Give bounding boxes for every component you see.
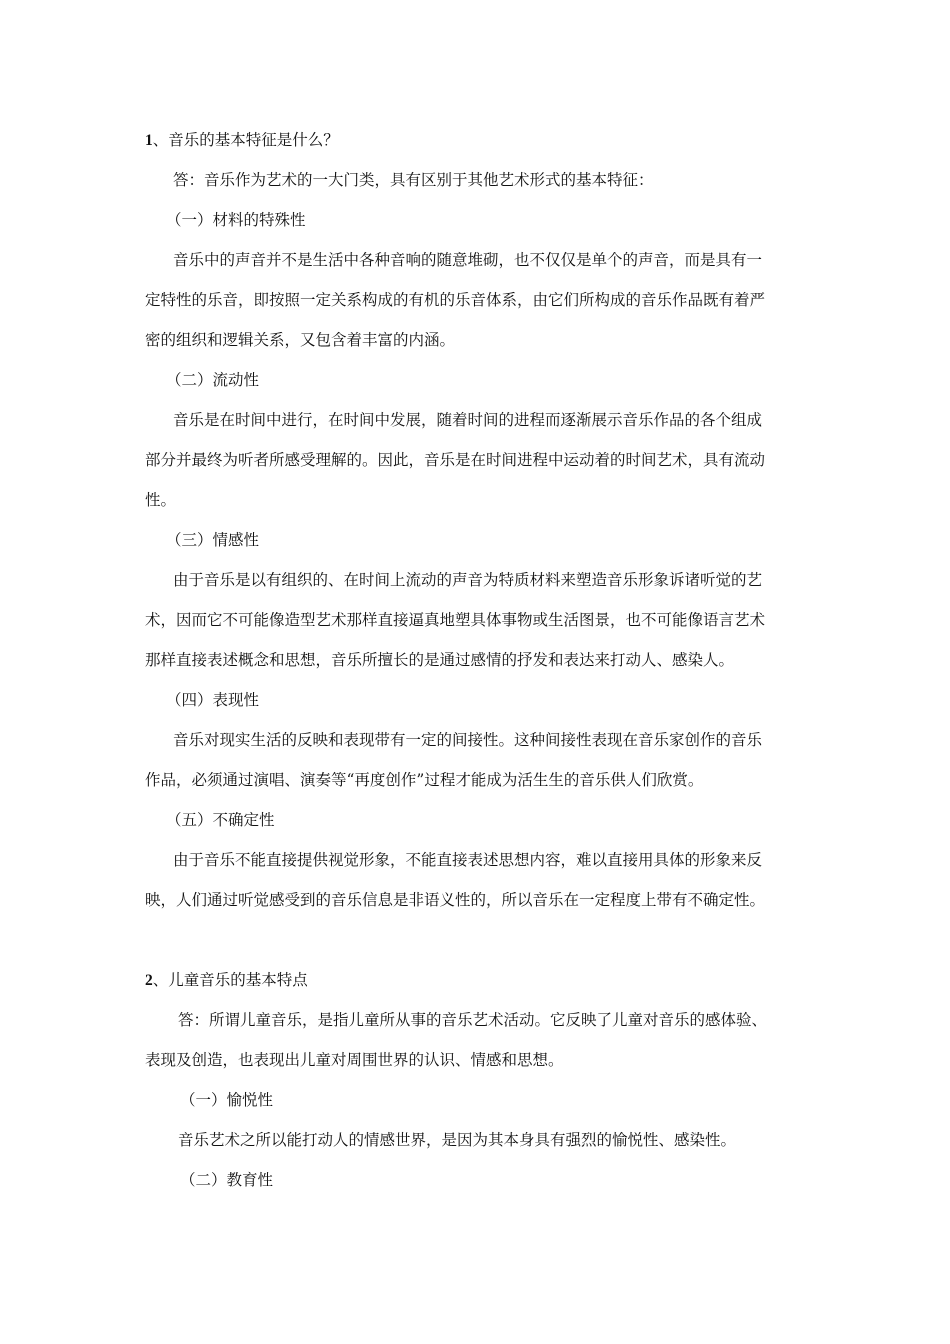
question-2-title (145, 969, 308, 992)
paragraph-line: 音乐中的声音并不是生活中各种音响的随意堆砌，也不仅仅是单个的声音，而是具有一 (173, 251, 763, 269)
paragraph-line: 由于音乐是以有组织的、在时间上流动的声音为特质材料来塑造音乐形象诉诸听觉的艺 (173, 571, 763, 589)
paragraph-line: 定特性的乐音，即按照一定关系构成的有机的乐音体系，由它们所构成的音乐作品既有着严 (145, 291, 766, 309)
question-2-answer-line: 答：所谓儿童音乐，是指儿童所从事的音乐艺术活动。它反映了儿童对音乐的感体验、 (178, 1011, 768, 1029)
paragraph-line: 由于音乐不能直接提供视觉形象，不能直接表述思想内容，难以直接用具体的形象来反 (173, 851, 763, 869)
paragraph-line: 部分并最终为听者所感受理解的。因此，音乐是在时间进程中运动着的时间艺术，具有流动 (145, 451, 766, 469)
question-1-answer: 答：音乐作为艺术的一大门类，具有区别于其他艺术形式的基本特征： (173, 171, 654, 189)
paragraph-line: 音乐艺术之所以能打动人的情感世界，是因为其本身具有强烈的愉悦性、感染性。 (178, 1131, 737, 1149)
paragraph-line: 音乐是在时间中进行，在时间中发展，随着时间的进程而逐渐展示音乐作品的各个组成 (173, 411, 763, 429)
section-heading: （三）情感性 (166, 531, 260, 549)
section-heading: （二）教育性 (180, 1171, 274, 1189)
question-2-answer-line: 表现及创造，也表现出儿童对周围世界的认识、情感和思想。 (145, 1051, 564, 1069)
paragraph-line: 音乐对现实生活的反映和表现带有一定的间接性。这种间接性表现在音乐家创作的音乐 (173, 731, 763, 749)
paragraph-line: 映，人们通过听觉感受到的音乐信息是非语义性的，所以音乐在一定程度上带有不确定性。 (145, 891, 766, 909)
question-2-number: 2 (145, 972, 153, 989)
paragraph-line: 术，因而它不可能像造型艺术那样直接逼真地塑具体事物或生活图景，也不可能像语言艺术 (145, 611, 766, 629)
question-1-text: 、音乐的基本特征是什么？ (152, 131, 339, 149)
paragraph-line: 性。 (145, 491, 177, 509)
question-2-text: 、儿童音乐的基本特点 (152, 971, 308, 989)
paragraph-line: 作品，必须通过演唱、演奏等“再度创作”过程才能成为活生生的音乐供人们欣赏。 (145, 771, 704, 789)
paragraph-line: 密的组织和逻辑关系，又包含着丰富的内涵。 (145, 331, 456, 349)
question-1-number: 1 (145, 132, 153, 149)
section-heading: （二）流动性 (166, 371, 260, 389)
section-heading: （一）材料的特殊性 (166, 211, 306, 229)
section-heading: （四）表现性 (166, 691, 260, 709)
section-heading: （一）愉悦性 (180, 1091, 274, 1109)
section-heading: （五）不确定性 (166, 811, 275, 829)
question-1-title (145, 129, 339, 152)
paragraph-line: 那样直接表述概念和思想，音乐所擅长的是通过感情的抒发和表达来打动人、感染人。 (145, 651, 735, 669)
